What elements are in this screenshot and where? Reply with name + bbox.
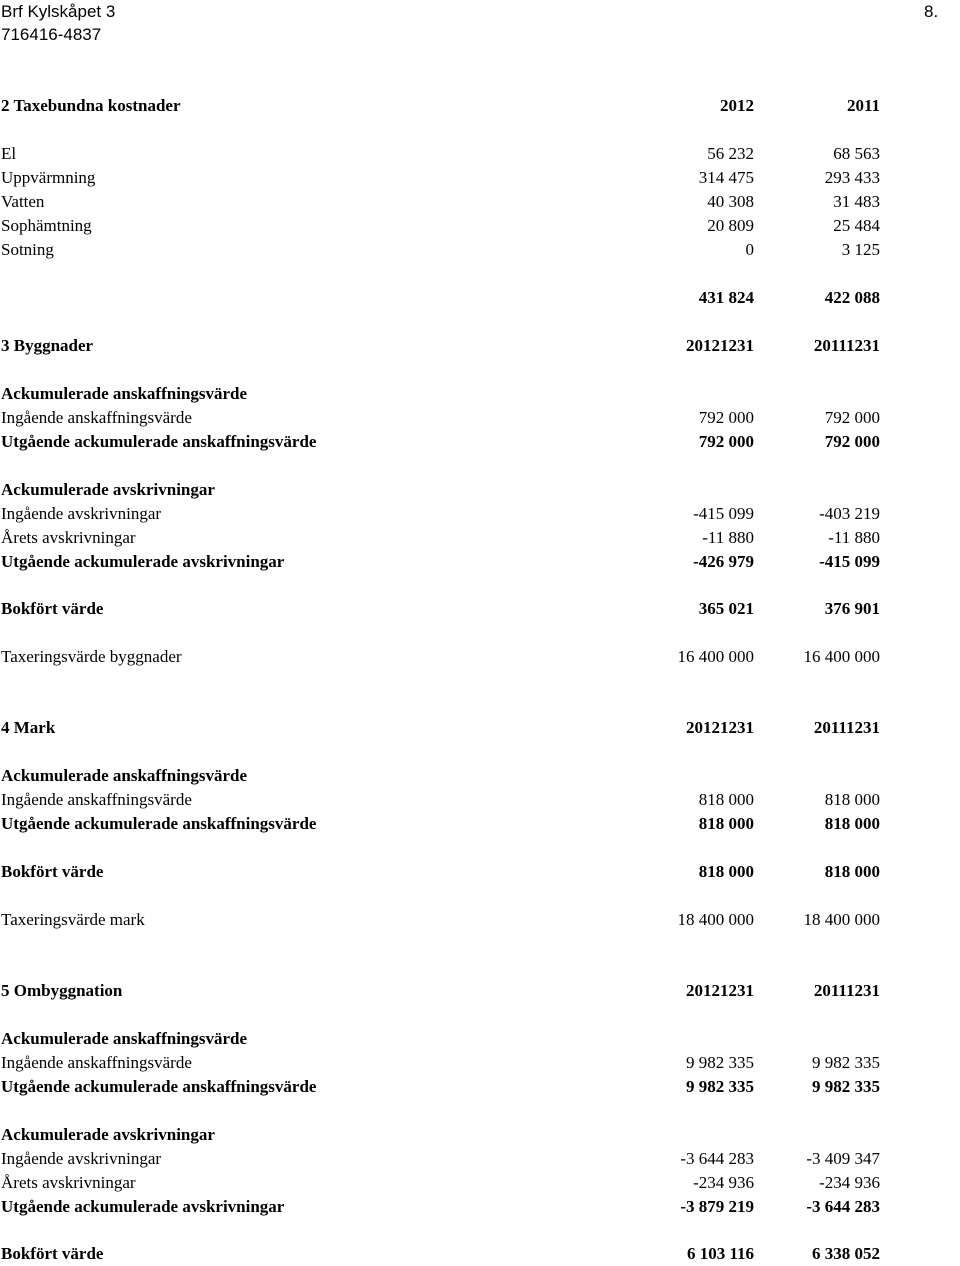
value-previous: 792 000	[824, 408, 880, 427]
row-label: Ingående anskaffningsvärde	[1, 790, 192, 809]
row-label: Ingående avskrivningar	[1, 504, 162, 523]
value-current: 20 809	[707, 216, 754, 235]
column-header-current: 20121231	[686, 981, 754, 1000]
row-label: Utgående ackumulerade anskaffningsvärde	[1, 814, 317, 833]
value-previous: 6 338 052	[812, 1244, 880, 1263]
table-row	[0, 1242, 960, 1266]
row-label: Årets avskrivningar	[1, 1173, 136, 1192]
value-current: 792 000	[698, 408, 754, 427]
subheading-label: Ackumulerade avskrivningar	[1, 1125, 215, 1144]
table-row	[0, 645, 960, 669]
column-header-previous: 2011	[846, 96, 880, 115]
row-label: El	[1, 144, 17, 163]
table-row	[0, 1051, 960, 1075]
table-row	[0, 597, 960, 621]
value-current: 9 982 335	[686, 1077, 754, 1096]
value-previous: 25 484	[833, 216, 880, 235]
row-label: Utgående ackumulerade anskaffningsvärde	[1, 1077, 317, 1096]
value-previous: 31 483	[833, 192, 880, 211]
row-label: Uppvärmning	[1, 168, 96, 187]
value-previous: -3 644 283	[806, 1197, 880, 1216]
row-label: Ingående anskaffningsvärde	[1, 1053, 192, 1072]
row-label: Bokfört värde	[1, 599, 104, 618]
value-previous: -403 219	[819, 504, 880, 523]
value-current: 16 400 000	[677, 647, 754, 666]
value-current: 818 000	[698, 790, 754, 809]
row-label: Bokfört värde	[1, 1244, 104, 1263]
table-row	[0, 190, 960, 214]
value-current: -3 879 219	[680, 1197, 754, 1216]
row-label: Sophämtning	[1, 216, 92, 235]
table-row	[0, 142, 960, 166]
value-current: -11 880	[702, 528, 754, 547]
total-previous: 422 088	[824, 288, 880, 307]
subheading-label: Ackumulerade avskrivningar	[1, 480, 215, 499]
row-label: Utgående ackumulerade avskrivningar	[1, 552, 285, 571]
section-title: 2 Taxebundna kostnader	[1, 96, 181, 115]
subheading	[0, 1123, 960, 1147]
table-row	[0, 1075, 960, 1099]
value-previous: -415 099	[819, 552, 880, 571]
value-current: 818 000	[698, 814, 754, 833]
value-previous: 68 563	[833, 144, 880, 163]
value-current: 56 232	[707, 144, 754, 163]
section-header-byggnader	[0, 334, 960, 358]
column-header-previous: 20111231	[813, 718, 880, 737]
table-row	[0, 238, 960, 262]
section-title: 5 Ombyggnation	[1, 981, 123, 1000]
value-current: -234 936	[693, 1173, 754, 1192]
organization-name: Brf Kylskåpet 3	[1, 2, 116, 21]
row-label: Utgående ackumulerade avskrivningar	[1, 1197, 285, 1216]
column-header-current: 20121231	[686, 718, 754, 737]
subheading	[0, 478, 960, 502]
value-current: 40 308	[707, 192, 754, 211]
column-header-previous: 20111231	[813, 336, 880, 355]
value-current: 9 982 335	[686, 1053, 754, 1072]
value-previous: 9 982 335	[812, 1077, 880, 1096]
value-previous: -234 936	[819, 1173, 880, 1192]
value-current: 0	[745, 240, 754, 259]
value-previous: 3 125	[841, 240, 880, 259]
table-row	[0, 908, 960, 932]
table-row	[0, 860, 960, 884]
organization-number: 716416-4837	[1, 25, 102, 44]
table-row	[0, 812, 960, 836]
table-row	[0, 430, 960, 454]
value-previous: 16 400 000	[803, 647, 880, 666]
value-previous: 293 433	[824, 168, 880, 187]
subheading-label: Ackumulerade anskaffningsvärde	[1, 384, 248, 403]
row-label: Årets avskrivningar	[1, 528, 136, 547]
value-current: 314 475	[698, 168, 754, 187]
value-current: 792 000	[698, 432, 754, 451]
column-header-current: 2012	[720, 96, 754, 115]
column-header-current: 20121231	[686, 336, 754, 355]
row-label: Bokfört värde	[1, 862, 104, 881]
value-current: 6 103 116	[686, 1244, 754, 1263]
subheading-label: Ackumulerade anskaffningsvärde	[1, 766, 248, 785]
table-row	[0, 406, 960, 430]
value-previous: 376 901	[824, 599, 880, 618]
value-previous: 18 400 000	[803, 910, 880, 929]
value-previous: 818 000	[824, 790, 880, 809]
table-row	[0, 1171, 960, 1195]
value-current: -426 979	[693, 552, 754, 571]
value-current: 18 400 000	[677, 910, 754, 929]
row-label: Ingående anskaffningsvärde	[1, 408, 192, 427]
section-header-mark	[0, 716, 960, 740]
table-row	[0, 1195, 960, 1219]
section-header-ombyggnation	[0, 979, 960, 1003]
table-row	[0, 788, 960, 812]
subheading-label: Ackumulerade anskaffningsvärde	[1, 1029, 248, 1048]
row-label: Vatten	[1, 192, 45, 211]
value-previous: -11 880	[828, 528, 880, 547]
section-title: 4 Mark	[1, 718, 56, 737]
value-current: -3 644 283	[680, 1149, 754, 1168]
value-current: -415 099	[693, 504, 754, 523]
table-row	[0, 214, 960, 238]
row-label: Taxeringsvärde mark	[1, 910, 145, 929]
total-current: 431 824	[698, 288, 754, 307]
value-previous: 792 000	[824, 432, 880, 451]
section-title: 3 Byggnader	[1, 336, 94, 355]
total-row	[0, 286, 960, 310]
table-row	[0, 526, 960, 550]
subheading	[0, 1027, 960, 1051]
section-header-taxebundna	[0, 94, 960, 118]
row-label: Utgående ackumulerade anskaffningsvärde	[1, 432, 317, 451]
value-previous: 818 000	[824, 862, 880, 881]
value-current: 365 021	[698, 599, 754, 618]
value-current: 818 000	[698, 862, 754, 881]
row-label: Sotning	[1, 240, 54, 259]
subheading	[0, 382, 960, 406]
value-previous: -3 409 347	[806, 1149, 880, 1168]
row-label: Ingående avskrivningar	[1, 1149, 162, 1168]
subheading	[0, 764, 960, 788]
column-header-previous: 20111231	[813, 981, 880, 1000]
table-row	[0, 502, 960, 526]
row-label: Taxeringsvärde byggnader	[1, 647, 182, 666]
table-row	[0, 550, 960, 574]
value-previous: 9 982 335	[812, 1053, 880, 1072]
table-row	[0, 166, 960, 190]
page-number: 8.	[924, 2, 939, 21]
table-row	[0, 1147, 960, 1171]
value-previous: 818 000	[824, 814, 880, 833]
